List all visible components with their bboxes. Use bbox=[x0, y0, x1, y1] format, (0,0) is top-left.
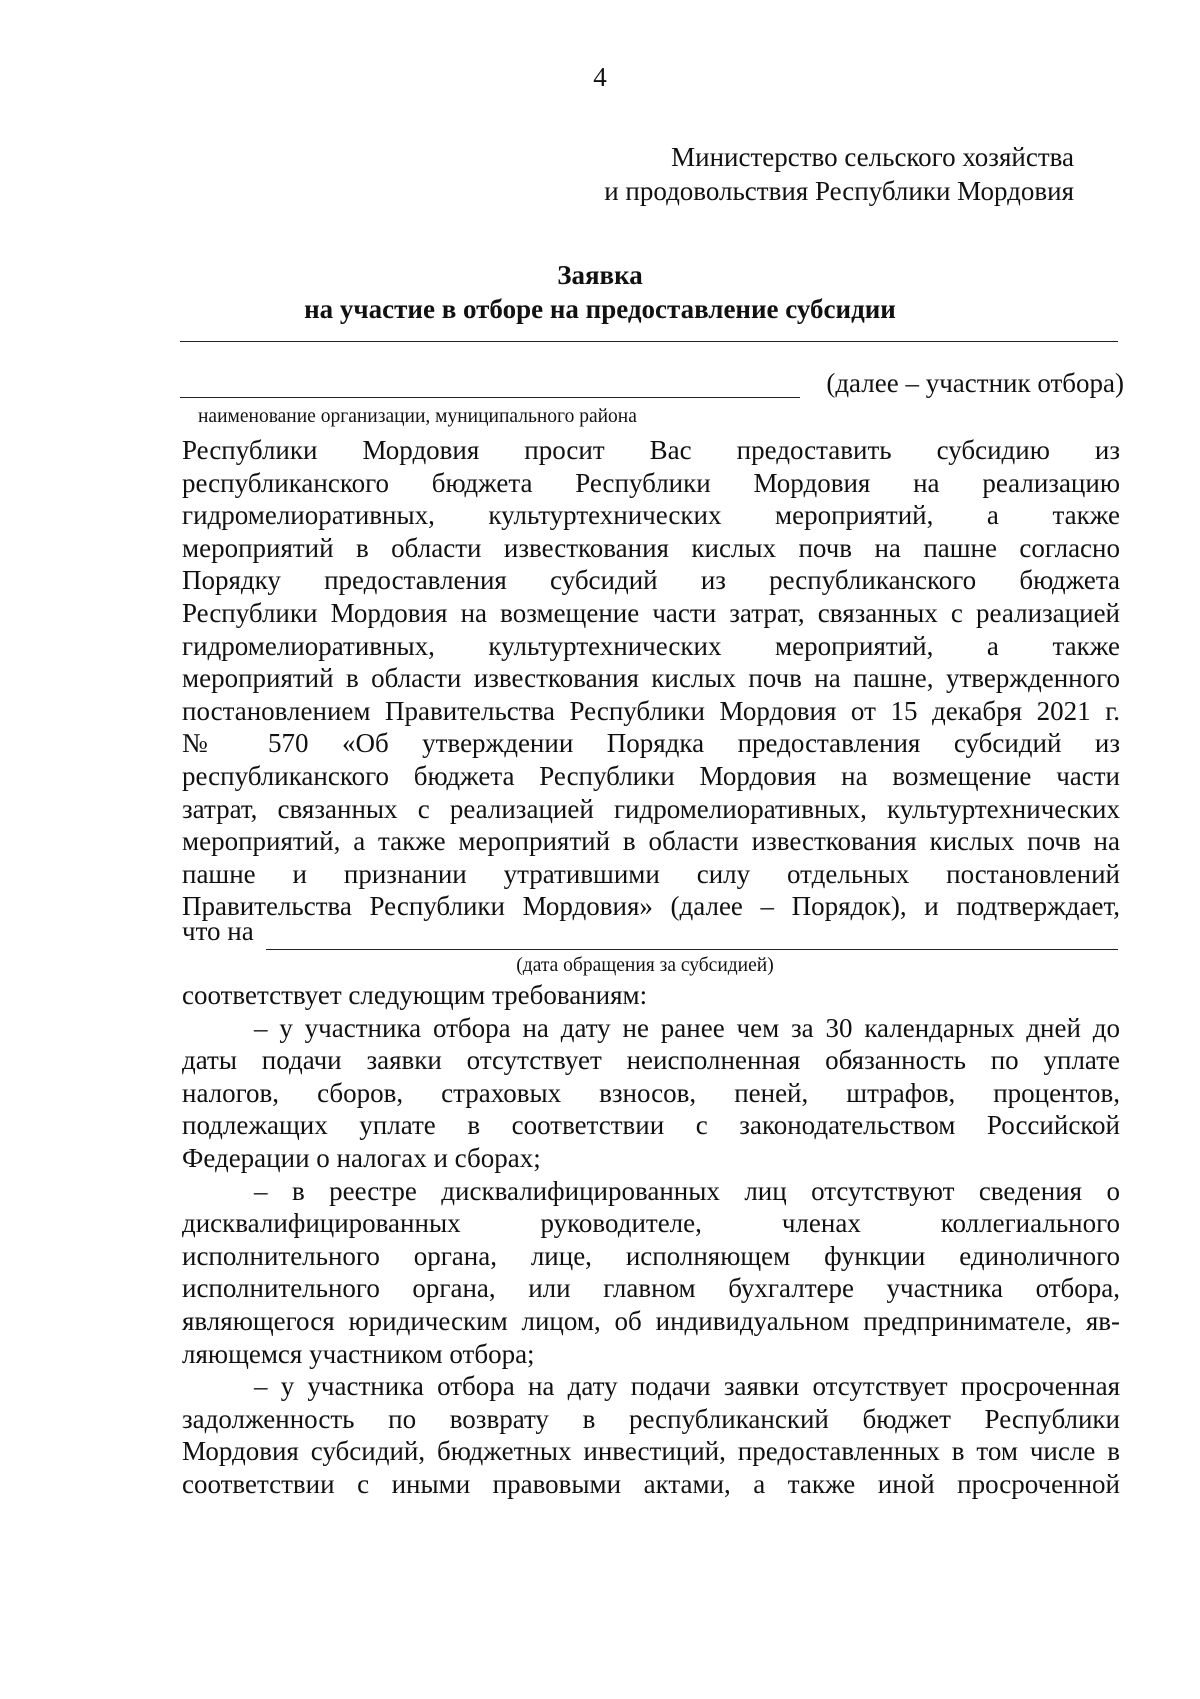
body-text-line: Правительства Республики Мордовия» (далее – Порядок), и подтверждает, bbox=[182, 891, 1120, 922]
body-text-line: Порядку предоставления субсидий из республиканского бюджета bbox=[182, 565, 1120, 596]
addressee-block bbox=[604, 140, 1074, 208]
body-text-line: ляющемся участником отбора; bbox=[182, 1338, 535, 1369]
body-text-line: – у участника отбора на дату не ранее чем за 30 календарных дней до bbox=[254, 1012, 1120, 1043]
that-on-label: что на bbox=[182, 916, 254, 946]
body-text-line: соответствует следующим требованиям: bbox=[182, 980, 648, 1010]
body-text-line: Мордовия субсидий, бюджетных инвестиций, предоставленных в том числе в bbox=[182, 1436, 1120, 1467]
body-text-line: даты подачи заявки отсутствует неисполненная обязанность по уплате bbox=[182, 1045, 1120, 1076]
body-text-paragraph-1 bbox=[182, 434, 1120, 923]
body-text-line: мероприятий, а также мероприятий в области известкования кислых почв на bbox=[182, 826, 1120, 857]
caption-organization: наименование организации, муниципального района bbox=[198, 406, 637, 427]
addressee-line: Министерство сельского хозяйства bbox=[671, 142, 1074, 172]
body-text-line: пашне и признании утратившими силу отдельных постановлений bbox=[182, 858, 1120, 889]
addressee-line: и продовольствия Республики Мордовия bbox=[604, 176, 1074, 206]
body-text-line: исполнительного органа, лице, исполняющем функции единоличного bbox=[182, 1240, 1120, 1271]
body-text-line: – у участника отбора на дату подачи заявки отсутствует просроченная bbox=[254, 1371, 1120, 1402]
blank-line-organization-continued bbox=[180, 397, 800, 398]
body-text-line: республиканского бюджета Республики Мордовия на возмещение части bbox=[182, 760, 1120, 791]
caption-date: (дата обращения за субсидией) bbox=[516, 955, 774, 976]
body-text-line: № 570 «Об утверждении Порядка предоставления субсидий из bbox=[182, 728, 1120, 759]
body-text-line: Федерации о налогах и сборах; bbox=[182, 1142, 541, 1173]
body-text-line: республиканского бюджета Республики Мордовия на реализацию bbox=[182, 467, 1120, 498]
body-text-line: – в реестре дисквалифицированных лиц отсутствуют сведения о bbox=[254, 1175, 1120, 1206]
page-number: 4 bbox=[593, 62, 607, 92]
body-text-line: соответствии с иными правовыми актами, а также иной просроченной bbox=[182, 1468, 1120, 1499]
body-text-line: постановлением Правительства Республики Мордовия от 15 декабря 2021 г. bbox=[182, 695, 1120, 726]
body-text-line: исполнительного органа, или главном бухгалтере участника отбора, bbox=[182, 1273, 1120, 1304]
body-text-line: гидромелиоративных, культуртехнических мероприятий, а также bbox=[182, 630, 1120, 661]
body-text-line: задолженность по возврату в республиканский бюджет Республики bbox=[182, 1403, 1120, 1434]
body-text-line: налогов, сборов, страховых взносов, пеней, штрафов, процентов, bbox=[182, 1077, 1120, 1108]
body-text-line: Республики Мордовия просит Вас предоставить субсидию из bbox=[182, 435, 1120, 465]
body-text-line: затрат, связанных с реализацией гидромелиоративных, культуртехнических bbox=[182, 793, 1120, 824]
body-text-requirements bbox=[182, 979, 1120, 1501]
blank-line-date bbox=[266, 949, 1118, 950]
participant-suffix: (далее – участник отбора) bbox=[826, 368, 1124, 398]
body-text-line: дисквалифицированных руководителе, членах коллегиального bbox=[182, 1208, 1120, 1239]
body-text-line: гидромелиоративных, культуртехнических мероприятий, а также bbox=[182, 500, 1120, 531]
blank-line-organization bbox=[180, 341, 1118, 342]
body-text-line: подлежащих уплате в соответствии с законодательством Российской bbox=[182, 1110, 1120, 1141]
document-title: Заявка bbox=[557, 260, 643, 290]
document-subtitle: на участие в отборе на предоставление субсидии bbox=[304, 294, 896, 324]
body-text-line: мероприятий в области известкования кислых почв на пашне согласно bbox=[182, 532, 1120, 563]
body-text-line: Республики Мордовия на возмещение части затрат, связанных с реализацией bbox=[182, 597, 1120, 628]
body-text-line: являющегося юридическим лицом, об индивидуальном предпринимателе, яв- bbox=[182, 1305, 1120, 1336]
body-text-line: мероприятий в области известкования кислых почв на пашне, утвержденного bbox=[182, 663, 1120, 694]
